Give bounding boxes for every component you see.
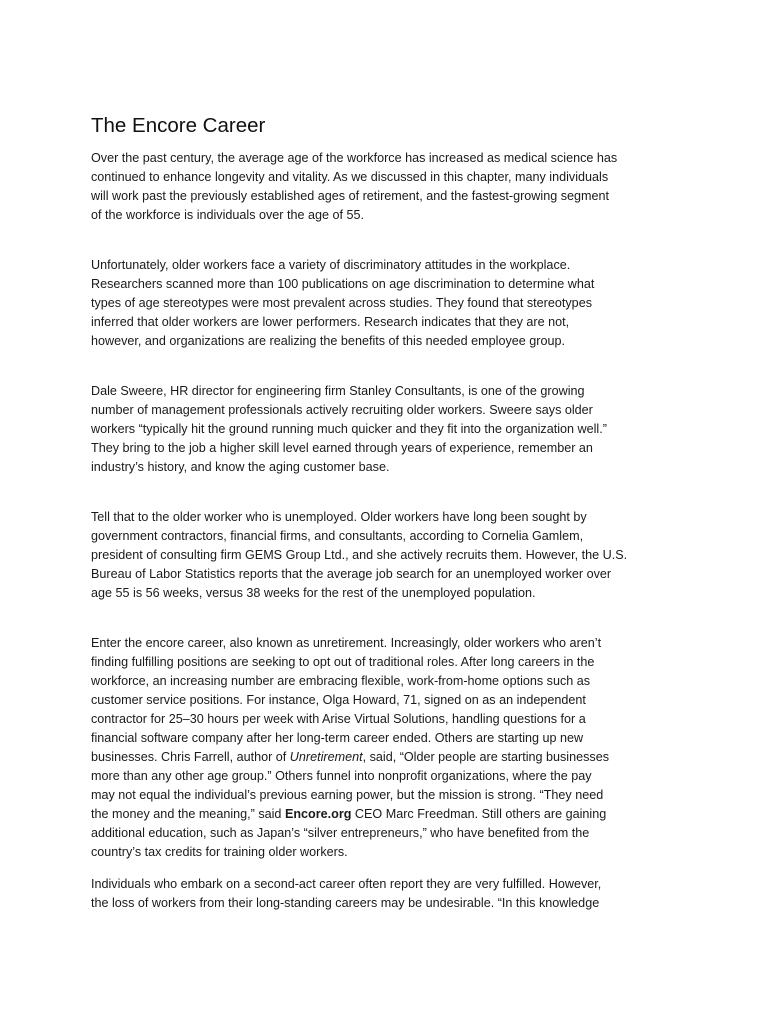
text-line: country’s tax credits for training older workers. (91, 845, 348, 859)
paragraph-3 (91, 382, 671, 477)
text-line: Dale Sweere, HR director for engineering firm Stanley Consultants, is one of the growing (91, 384, 585, 398)
text-line: of the workforce is individuals over the age of 55. (91, 208, 365, 222)
paragraph-4 (91, 508, 671, 603)
text-line: types of age stereotypes were most prevalent across studies. They found that stereotypes (91, 296, 592, 310)
text-line: workforce, an increasing number are embracing flexible, work-from-home options such as (91, 674, 591, 688)
text-line: will work past the previously established ages of retirement, and the fastest-growing segment (91, 189, 610, 203)
text-line: contractor for 25–30 hours per week with Arise Virtual Solutions, handling questions for a (91, 712, 586, 726)
book-title: Unretirement (289, 750, 363, 764)
text-line-with-org (91, 805, 671, 824)
paragraph-6 (91, 875, 671, 913)
text-line: age 55 is 56 weeks, versus 38 weeks for the rest of the unemployed population. (91, 586, 536, 600)
organization-name: Encore.org (284, 807, 352, 821)
text-line: Over the past century, the average age of the workforce has increased as medical science has (91, 151, 618, 165)
text-line-with-book-title (91, 748, 671, 767)
text-line: finding fulfilling positions are seeking to opt out of traditional roles. After long careers in the (91, 655, 595, 669)
text-line: president of consulting firm GEMS Group Ltd., and she actively recruits them. However, the U.S. (91, 548, 628, 562)
text-line: customer service positions. For instance, Olga Howard, 71, signed on as an independent (91, 693, 586, 707)
text-line: Unfortunately, older workers face a variety of discriminatory attitudes in the workplace. (91, 258, 571, 272)
text-fragment: CEO Marc Freedman. Still others are gaining (351, 807, 607, 821)
text-line: may not equal the individual’s previous earning power, but the mission is strong. “They need (91, 788, 604, 802)
text-line: the loss of workers from their long-standing careers may be undesirable. “In this knowledge (91, 896, 600, 910)
text-line: government contractors, financial firms, and consultants, according to Cornelia Gamlem, (91, 529, 584, 543)
text-line: number of management professionals actively recruiting older workers. Sweere says older (91, 403, 593, 417)
text-line: continued to enhance longevity and vitality. As we discussed in this chapter, many individuals (91, 170, 609, 184)
text-fragment: businesses. Chris Farrell, author of (91, 750, 290, 764)
text-line: industry’s history, and know the aging customer base. (91, 460, 390, 474)
text-line: additional education, such as Japan’s “silver entrepreneurs,” who have benefited from the (91, 826, 590, 840)
text-line: more than any other age group.” Others funnel into nonprofit organizations, where the pay (91, 769, 592, 783)
text-line: Individuals who embark on a second-act career often report they are very fulfilled. However, (91, 877, 602, 891)
text-line: Researchers scanned more than 100 publications on age discrimination to determine what (91, 277, 595, 291)
text-line: Tell that to the older worker who is unemployed. Older workers have long been sought by (91, 510, 587, 524)
text-line: Bureau of Labor Statistics reports that the average job search for an unemployed worker over (91, 567, 612, 581)
text-line: workers “typically hit the ground running much quicker and they fit into the organization well.” (91, 422, 607, 436)
text-line: They bring to the job a higher skill level earned through years of experience, remember an (91, 441, 593, 455)
text-fragment: the money and the meaning,” said (91, 807, 285, 821)
document-page (91, 112, 671, 913)
text-line: however, and organizations are realizing the benefits of this needed employee group. (91, 334, 565, 348)
page-title: The Encore Career (91, 114, 266, 137)
paragraph-1 (91, 149, 671, 225)
text-line: Enter the encore career, also known as unretirement. Increasingly, older workers who aren’t (91, 636, 602, 650)
text-line: financial software company after her long-term career ended. Others are starting up new (91, 731, 584, 745)
paragraph-5 (91, 634, 671, 862)
paragraph-2 (91, 256, 671, 351)
text-fragment: , said, “Older people are starting businesses (362, 750, 610, 764)
text-line: inferred that older workers are lower performers. Research indicates that they are not, (91, 315, 570, 329)
